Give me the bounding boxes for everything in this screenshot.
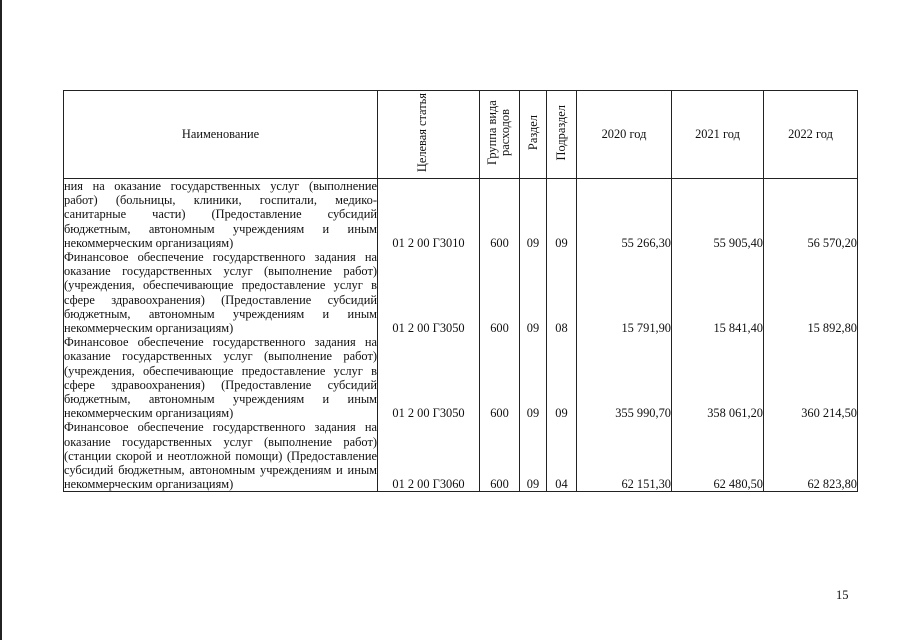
row-section: 09 (520, 335, 547, 420)
row-target-code: 01 2 00 Г3010 (378, 179, 480, 251)
row-amount-2022: 15 892,80 (764, 250, 858, 335)
header-year-2021: 2021 год (672, 91, 764, 179)
row-section: 09 (520, 420, 547, 492)
row-section: 09 (520, 179, 547, 251)
row-target-code: 01 2 00 Г3050 (378, 250, 480, 335)
row-name: ния на оказание государственных услуг (выполнение работ) (больницы, клиники, госпитали, медико-санитарные части) (Предоставление субсидий бюджетным, автономным учреждениям и иным некоммерческим организациям) (64, 179, 377, 250)
row-amount-2020: 15 791,90 (577, 250, 672, 335)
row-subsection: 04 (547, 420, 577, 492)
scan-border-line (0, 0, 2, 640)
row-amount-2020: 62 151,30 (577, 420, 672, 492)
page-number: 15 (836, 588, 849, 602)
row-amount-2020: 55 266,30 (577, 179, 672, 251)
row-amount-2021: 358 061,20 (672, 335, 764, 420)
row-subsection: 09 (547, 335, 577, 420)
header-section: Раздел (520, 91, 547, 179)
row-name: Финансовое обеспечение государственного задания на оказание государственных услуг (выполнение работ) (станции скорой и неотложной помощи) (Предоставление субсидий бюджетным, автономным учреждениям и иным некоммерческим организациям) (64, 420, 377, 492)
row-amount-2022: 56 570,20 (764, 179, 858, 251)
header-row (64, 91, 858, 179)
header-year-2020: 2020 год (577, 91, 672, 179)
budget-table-wrapper (63, 90, 857, 492)
table-row (64, 250, 858, 335)
row-group: 600 (480, 179, 520, 251)
row-group: 600 (480, 420, 520, 492)
row-amount-2020: 355 990,70 (577, 335, 672, 420)
header-year-2022: 2022 год (764, 91, 858, 179)
row-target-code: 01 2 00 Г3060 (378, 420, 480, 492)
row-amount-2021: 62 480,50 (672, 420, 764, 492)
row-group: 600 (480, 250, 520, 335)
header-target-article: Целевая статья (378, 91, 480, 179)
row-subsection: 08 (547, 250, 577, 335)
table-row (64, 179, 858, 251)
header-name: Наименование (64, 91, 378, 179)
header-expense-group: Группа вида расходов (480, 91, 520, 179)
table-row (64, 420, 858, 492)
row-name: Финансовое обеспечение государственного задания на оказание государственных услуг (выполнение работ) (учреждения, обеспечивающие предоставление услуг в сфере здравоохранения) (Предоставление субсидий бюджетным, автономным учреждениям и иным некоммерческим организациям) (64, 250, 377, 336)
row-amount-2021: 15 841,40 (672, 250, 764, 335)
header-subsection: Подраздел (547, 91, 577, 179)
row-subsection: 09 (547, 179, 577, 251)
table-row (64, 335, 858, 420)
row-target-code: 01 2 00 Г3050 (378, 335, 480, 420)
row-name: Финансовое обеспечение государственного задания на оказание государственных услуг (выполнение работ) (учреждения, обеспечивающие предоставление услуг в сфере здравоохранения) (Предоставление субсидий бюджетным, автономным учреждениям и иным некоммерческим организациям) (64, 335, 377, 421)
row-amount-2021: 55 905,40 (672, 179, 764, 251)
row-amount-2022: 62 823,80 (764, 420, 858, 492)
row-section: 09 (520, 250, 547, 335)
row-amount-2022: 360 214,50 (764, 335, 858, 420)
budget-table (63, 90, 858, 492)
row-group: 600 (480, 335, 520, 420)
